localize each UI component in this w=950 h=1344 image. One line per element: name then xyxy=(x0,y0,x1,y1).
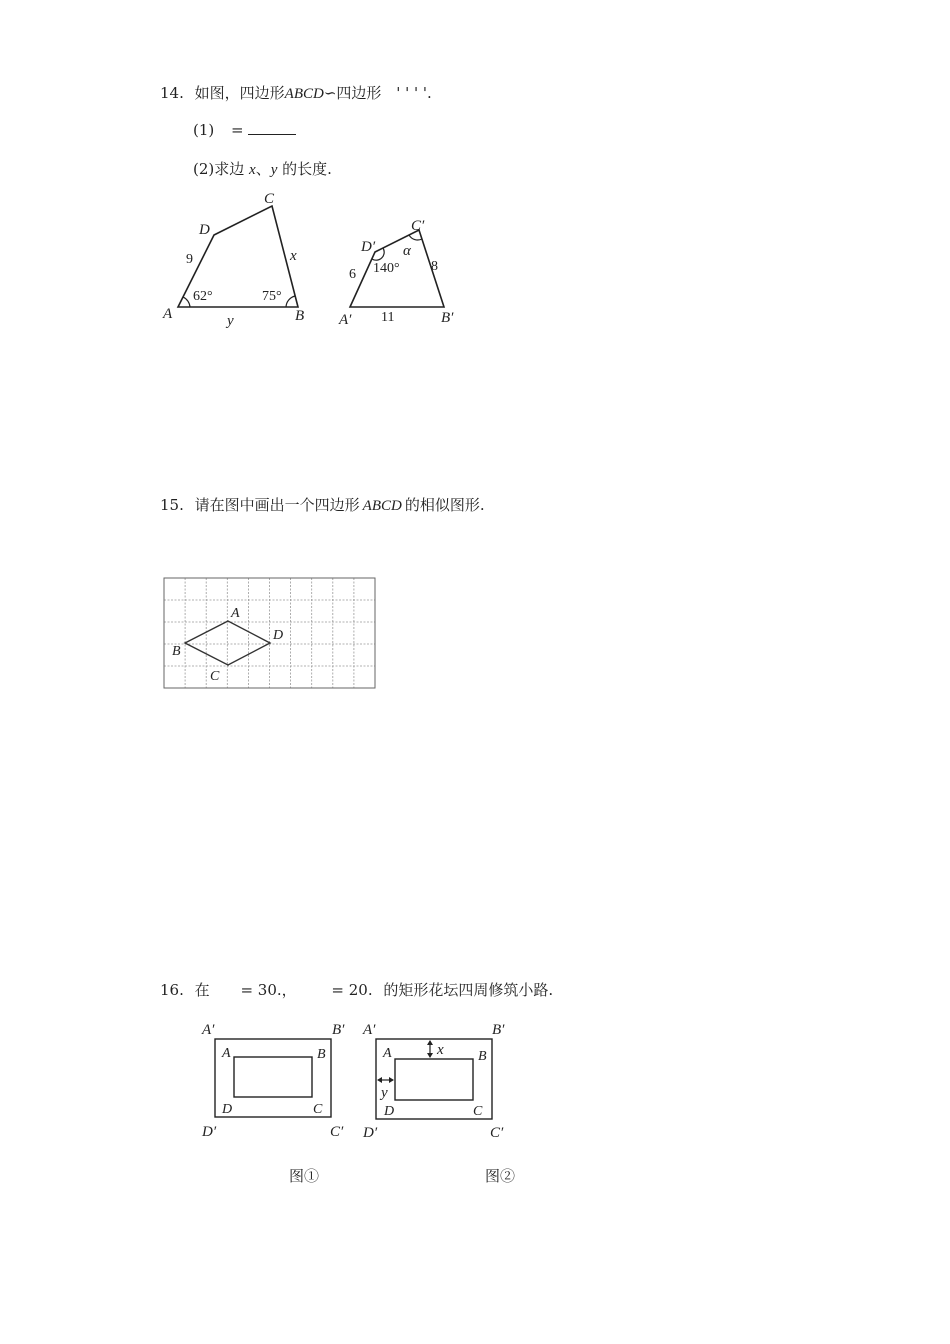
q16-fig1-a: A xyxy=(222,1046,231,1061)
q16-figure-2 xyxy=(360,1015,520,1145)
q16-fig1-bp: B′ xyxy=(332,1022,345,1038)
q14-left-d: D xyxy=(199,222,210,238)
q14-part2-y: y xyxy=(270,162,278,178)
q16-fig1-caption: 图① xyxy=(289,1167,320,1185)
q16-fig1-inner-rect xyxy=(234,1057,312,1097)
q14-part2-prefix: (2)求边 xyxy=(193,160,245,178)
q15-stem-prefix: 请在图中画出一个四边形 xyxy=(194,496,360,514)
q15-label-d: D xyxy=(273,628,284,643)
q14-stem-primes: ' ' ' '. xyxy=(396,84,432,102)
q16-fig2-cp: C′ xyxy=(490,1125,504,1141)
q16-fig2-c: C xyxy=(473,1104,483,1119)
q14-right-b: B′ xyxy=(441,310,454,326)
q14-part1-eq: = xyxy=(231,121,244,139)
q14-part2-sep: 、 xyxy=(255,160,271,178)
q16-fig2-inner-rect xyxy=(395,1059,473,1100)
q14-figure xyxy=(155,185,475,335)
q15-stem-abcd: ABCD xyxy=(362,498,402,514)
q14-part2-x: x xyxy=(249,162,256,178)
q16-fig2-caption: 图② xyxy=(485,1167,516,1185)
q14-right-angle-c: α xyxy=(403,243,411,259)
q16-number: 16. xyxy=(160,981,184,999)
q16-fig1-b: B xyxy=(317,1047,326,1062)
q16-stem-b: = 30.， xyxy=(240,981,297,999)
q14-right-c: C′ xyxy=(411,218,425,234)
q14-left-side-bc: x xyxy=(290,248,297,264)
q16-fig2-x-arrowhead-bottom xyxy=(427,1053,433,1058)
q15-label-c: C xyxy=(210,669,220,684)
q15-grid-lines xyxy=(164,578,375,688)
q16-fig2-bp: B′ xyxy=(492,1022,505,1038)
q16-fig2-y-arrowhead-left xyxy=(377,1077,382,1083)
q15-number: 15. xyxy=(160,496,184,514)
q14-right-angle-d: 140° xyxy=(373,261,400,276)
q16-fig2-a: A xyxy=(383,1046,392,1061)
q15-stem xyxy=(160,494,485,515)
q16-fig1-c: C xyxy=(313,1102,323,1117)
q14-right-side-ab: 11 xyxy=(381,310,395,325)
q14-stem-prefix: 如图，四边形 xyxy=(194,84,285,102)
q15-grid-border xyxy=(164,578,375,688)
q14-stem xyxy=(160,82,432,103)
q15-label-b: B xyxy=(172,644,181,659)
q16-stem xyxy=(160,979,553,1000)
q16-fig1-ap: A′ xyxy=(202,1022,215,1038)
q16-fig2-y-arrowhead-right xyxy=(389,1077,394,1083)
q14-part1-blank[interactable] xyxy=(248,122,296,135)
q14-right-side-bc: 8 xyxy=(431,259,438,274)
q14-left-b: B xyxy=(295,308,305,324)
q14-angle-a-arc xyxy=(183,297,190,307)
q14-left-c: C xyxy=(264,191,275,207)
q14-right-side-ad: 6 xyxy=(349,267,356,282)
q16-stem-a: 在 xyxy=(194,981,210,999)
q14-left-side-ab: y xyxy=(227,313,234,329)
q14-left-angle-b: 75° xyxy=(262,289,282,304)
q16-fig2-b: B xyxy=(478,1049,487,1064)
q16-stem-d: 的矩形花坛四周修筑小路. xyxy=(383,981,554,999)
q14-left-side-ad: 9 xyxy=(186,252,193,267)
q16-fig2-ap: A′ xyxy=(363,1022,376,1038)
q14-stem-sim: ∽四边形 xyxy=(323,84,382,102)
q15-stem-suffix: 的相似图形. xyxy=(404,496,485,514)
q14-part1-label: (1) xyxy=(193,121,215,139)
q16-fig2-d: D xyxy=(384,1104,395,1119)
q16-fig2-x-arrowhead-top xyxy=(427,1040,433,1045)
q14-part1 xyxy=(193,121,296,139)
q14-right-a: A′ xyxy=(339,312,352,328)
q16-fig1-cp: C′ xyxy=(330,1124,344,1140)
q16-fig2-x: x xyxy=(437,1042,444,1058)
q14-angle-b-arc xyxy=(286,296,295,307)
q15-label-a: A xyxy=(231,606,240,621)
q16-fig2-dp: D′ xyxy=(363,1125,378,1141)
q16-fig1-dp: D′ xyxy=(202,1124,217,1140)
q14-left-a: A xyxy=(163,306,173,322)
q14-right-d: D′ xyxy=(361,239,376,255)
q16-figure-1 xyxy=(195,1015,355,1145)
q16-fig2-y: y xyxy=(381,1085,388,1101)
q14-number: 14. xyxy=(160,84,184,102)
q14-part2-suffix: 的长度. xyxy=(282,160,332,178)
q14-part2 xyxy=(193,158,332,179)
q14-left-angle-a: 62° xyxy=(193,289,213,304)
q15-grid-figure xyxy=(160,575,380,691)
q16-fig1-d: D xyxy=(222,1102,233,1117)
q14-stem-abcd: ABCD xyxy=(284,86,324,102)
q16-stem-c: = 20. xyxy=(331,981,373,999)
